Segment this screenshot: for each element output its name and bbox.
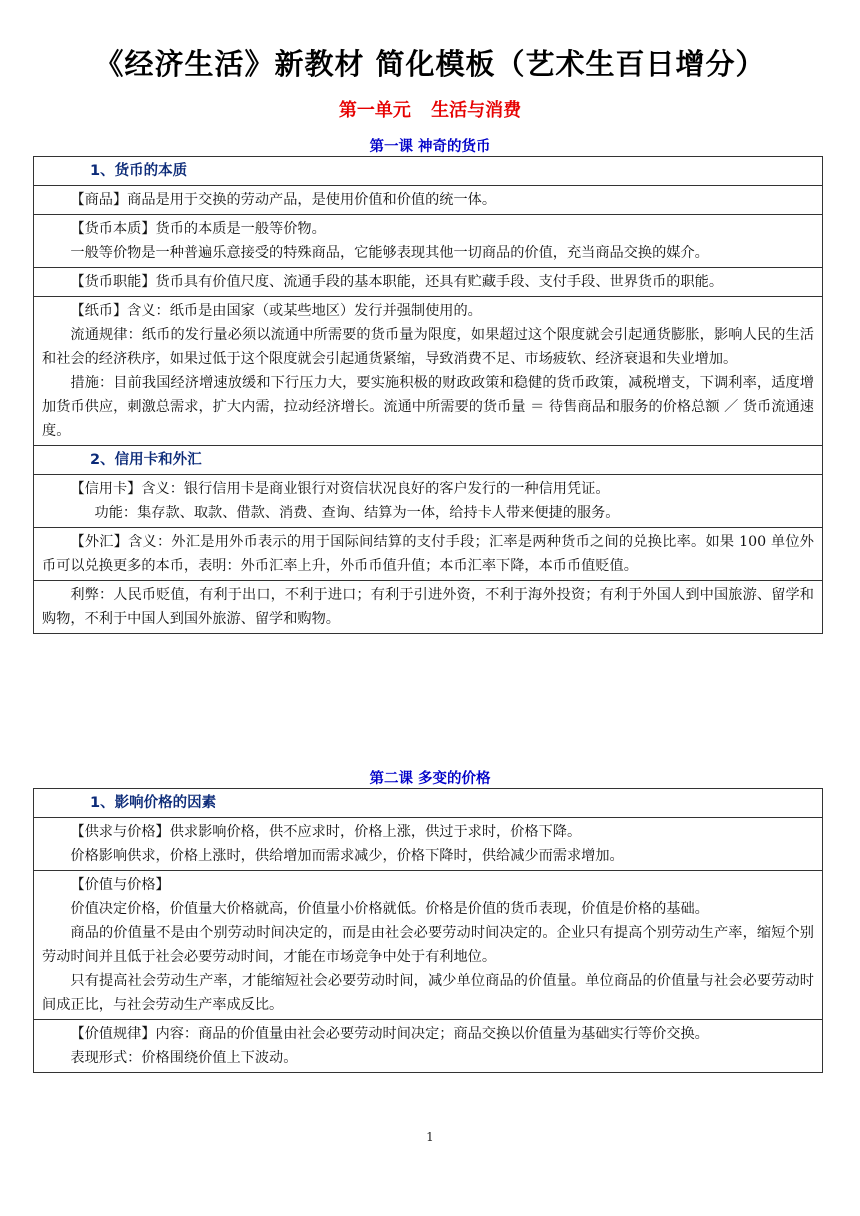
value-price-paragraph-2: 商品的价值量不是由个别劳动时间决定的，而是由社会必要劳动时间决定的。企业只有提高个别劳动生产率，缩短个别劳动时间并且低于社会必要劳动时间，才能在市场竞争中处于有利地位。 [42,925,814,965]
price-supply-paragraph: 价格影响供求，价格上涨时，供给增加而需求减少，价格下降时，供给减少而需求增加。 [70,848,624,864]
measures-paragraph: 措施：目前我国经济增速放缓和下行压力大，要实施积极的财政政策和稳健的货币政策，减税增支，下调利率，适度增加货币供应，刺激总需求，扩大内需，拉动经济增长。流通中所需要的货币量 ＝ 待售商品和服务的价格总额 ／ 货币流通速度。 [42,375,814,439]
value-law-paragraph: 【价值规律】内容：商品的价值量由社会必要劳动时间决定；商品交换以价值量为基础实行等价交换。 [70,1026,709,1042]
value-price-paragraph-1: 价值决定价格，价值量大价格就高，价值量小价格就低。价格是价值的货币表现，价值是价格的基础。 [70,901,709,917]
forex-cell [34,527,822,580]
value-law-cell [34,1019,822,1072]
paper-money-cell [34,296,822,445]
forex-paragraph: 【外汇】含义：外汇是用外币表示的用于国际间结算的支付手段；汇率是两种货币之间的兑换比率。如果 100 单位外币可以兑换更多的本币，表明：外币汇率上升，外币币值升值；本币汇率下降，本币币值贬值。 [42,534,814,574]
lesson-1-title: 第一课 神奇的货币 [369,139,491,155]
pros-cons-paragraph: 利弊：人民币贬值，有利于出口，不利于进口；有利于引进外资，不利于海外投资；有利于外国人到中国旅游、留学和购物，不利于中国人到国外旅游、留学和购物。 [42,587,814,627]
value-price-paragraph-3: 只有提高社会劳动生产率，才能缩短社会必要劳动时间，减少单位商品的价值量。单位商品的价值量与社会必要劳动时间成正比，与社会劳动生产率成反比。 [42,973,814,1013]
supply-price-cell [34,817,822,870]
commodity-paragraph: 【商品】商品是用于交换的劳动产品，是使用价值和价值的统一体。 [70,192,497,208]
section-heading-cell [34,445,822,474]
value-price-cell [34,870,822,1019]
section-heading-price-factors: 1、影响价格的因素 [90,795,217,811]
circulation-law-paragraph: 流通规律：纸币的发行量必须以流通中所需要的货币量为限度，如果超过这个限度就会引起通货膨胀，影响人民的生活和社会的经济秩序，如果过低于这个限度就会引起通货紧缩，导致消费不足、市场疲软、经济衰退和失业增加。 [42,327,814,367]
money-essence-paragraph: 【货币本质】货币的本质是一般等价物。 [70,221,326,237]
lesson-2-title: 第二课 多变的价格 [369,771,491,787]
lesson-2-table [33,788,823,1073]
supply-price-paragraph: 【供求与价格】供求影响价格，供不应求时，价格上涨，供过于求时，价格下降。 [70,824,582,840]
unit-title: 第一单元 生活与消费 [338,100,522,121]
value-price-heading: 【价值与价格】 [70,877,170,893]
value-law-form-paragraph: 表现形式：价格围绕价值上下波动。 [70,1050,298,1066]
money-function-cell [34,267,822,296]
section-heading-cell [34,157,822,185]
money-essence-cell [34,214,822,267]
credit-card-cell [34,474,822,527]
section-heading-credit-forex: 2、信用卡和外汇 [90,452,202,468]
lesson-1-table [33,156,823,634]
document-title: 《经济生活》新教材 简化模板（艺术生百日增分） [94,47,766,81]
pros-cons-cell [34,580,822,633]
commodity-cell [34,185,822,214]
credit-card-function-paragraph: 功能：集存款、取款、借款、消费、查询、结算为一体，给持卡人带来便捷的服务。 [94,505,620,521]
general-equivalent-paragraph: 一般等价物是一种普遍乐意接受的特殊商品，它能够表现其他一切商品的价值，充当商品交换的媒介。 [70,245,709,261]
credit-card-paragraph: 【信用卡】含义：银行信用卡是商业银行对资信状况良好的客户发行的一种信用凭证。 [70,481,610,497]
page-number: 1 [426,1130,434,1144]
paper-money-paragraph: 【纸币】含义：纸币是由国家（或某些地区）发行并强制使用的。 [70,303,482,319]
money-function-paragraph: 【货币职能】货币具有价值尺度、流通手段的基本职能，还具有贮藏手段、支付手段、世界货币的职能。 [70,274,724,290]
section-heading-money-essence: 1、货币的本质 [90,163,188,179]
section-heading-cell [34,789,822,817]
